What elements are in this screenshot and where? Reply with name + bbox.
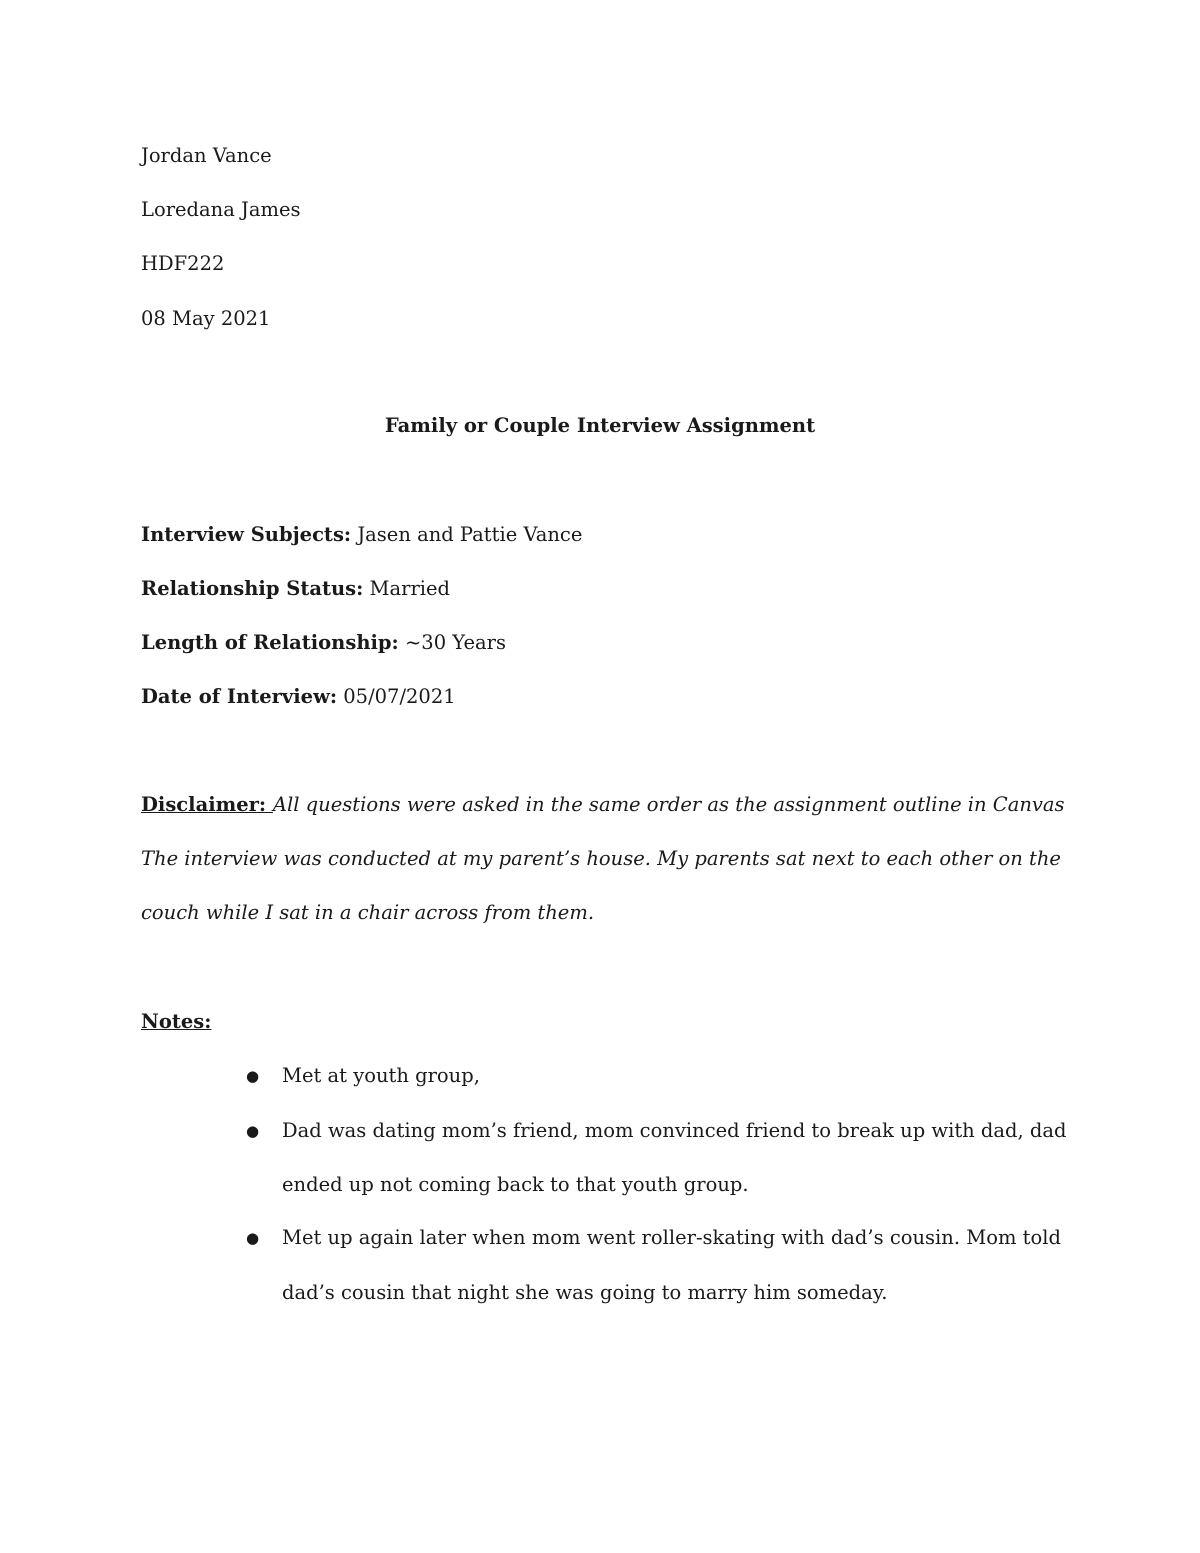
- bullet-icon: ●: [246, 1067, 260, 1085]
- disclaimer-line-1: [141, 791, 1065, 819]
- info-interview-date: [141, 683, 456, 711]
- disclaimer-label: Disclaimer:: [141, 793, 273, 816]
- disclaimer-text: All questions were asked in the same order as the assignment outline in Canvas: [272, 793, 1065, 816]
- note-item-3-line-1: Met up again later when mom went roller-skating with dad’s cousin. Mom told: [282, 1226, 1061, 1249]
- note-item-2-line-1: Dad was dating mom’s friend, mom convinced friend to break up with dad, dad: [282, 1119, 1067, 1142]
- note-item-3-line-2: dad’s cousin that night she was going to marry him someday.: [282, 1281, 888, 1304]
- note-item-1: Met at youth group,: [282, 1064, 480, 1087]
- document-date: 08 May 2021: [141, 307, 271, 330]
- info-status: [141, 575, 450, 603]
- disclaimer-line-2: The interview was conducted at my parent’s house. My parents sat next to each other on the: [141, 847, 1061, 870]
- notes-heading: Notes:: [141, 1010, 212, 1033]
- student-name: Jordan Vance: [141, 144, 272, 167]
- document-title: Family or Couple Interview Assignment: [384, 414, 816, 437]
- info-subjects-value: Jasen and Pattie Vance: [351, 523, 583, 546]
- info-subjects: [141, 521, 582, 549]
- info-length: [141, 629, 506, 657]
- info-length-value: ~30 Years: [398, 631, 506, 654]
- info-status-label: Relationship Status:: [141, 577, 364, 600]
- info-status-value: Married: [363, 577, 451, 600]
- info-interview-date-value: 05/07/2021: [337, 685, 456, 708]
- info-subjects-label: Interview Subjects:: [141, 523, 352, 546]
- info-interview-date-label: Date of Interview:: [141, 685, 338, 708]
- disclaimer-line-3: couch while I sat in a chair across from them.: [141, 901, 595, 924]
- instructor-name: Loredana James: [141, 198, 301, 221]
- bullet-icon: ●: [246, 1122, 260, 1140]
- note-item-2-line-2: ended up not coming back to that youth group.: [282, 1173, 749, 1196]
- bullet-icon: ●: [246, 1229, 260, 1247]
- course-code: HDF222: [141, 252, 225, 275]
- info-length-label: Length of Relationship:: [141, 631, 399, 654]
